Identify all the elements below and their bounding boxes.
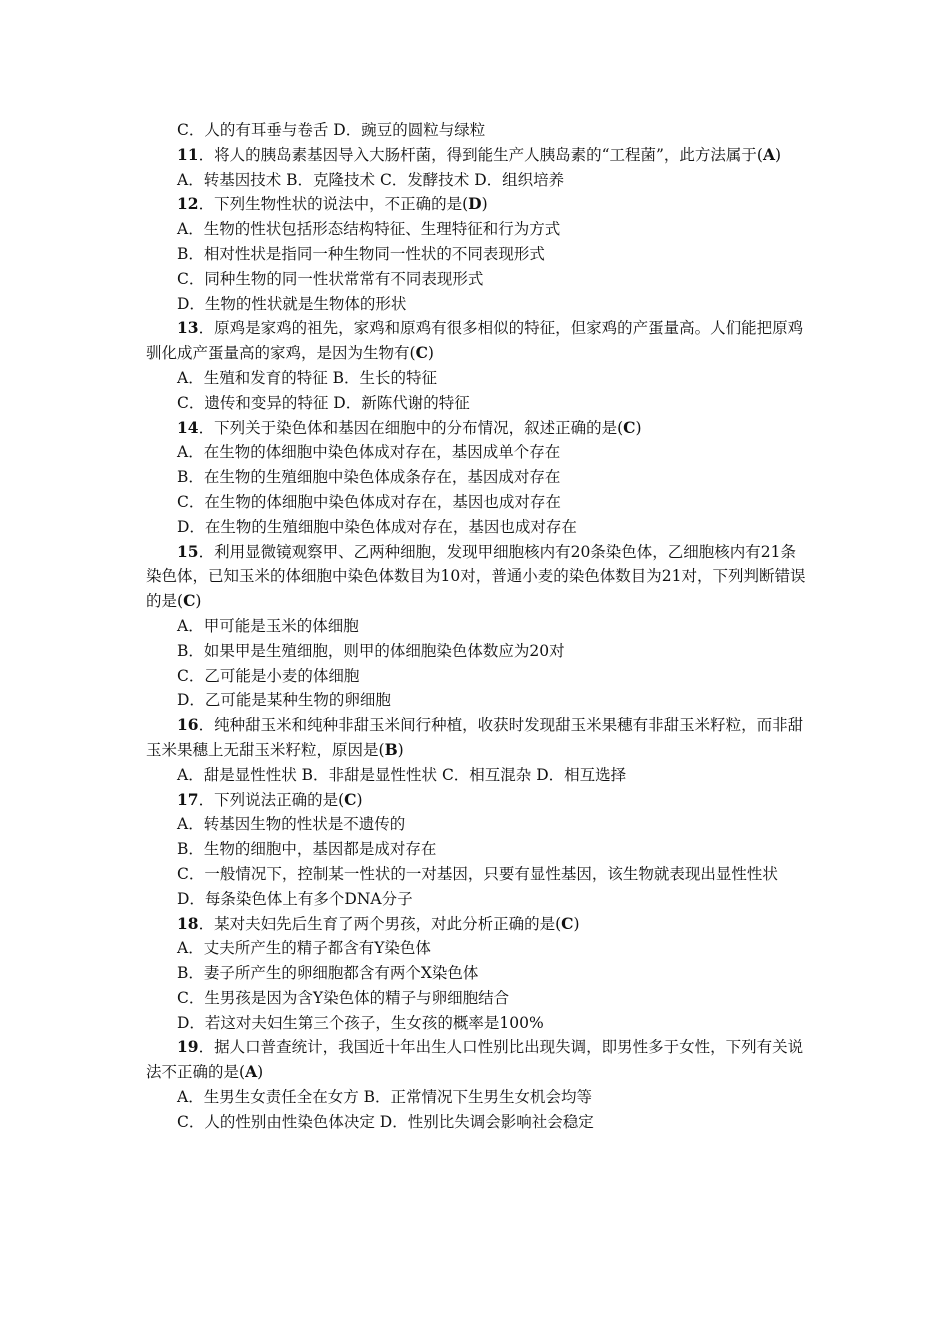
option-line: D．每条染色体上有多个DNA分子 bbox=[177, 889, 413, 908]
answer-letter: A bbox=[762, 144, 776, 164]
option-line: A．丈夫所产生的精子都含有Y染色体 bbox=[177, 939, 431, 958]
question-stem: ．下列说法正确的是( bbox=[198, 790, 345, 809]
question-number: 16 bbox=[177, 715, 199, 735]
answer-letter: C bbox=[344, 789, 357, 809]
question-number: 19 bbox=[177, 1037, 199, 1057]
answer-letter: A bbox=[245, 1062, 258, 1082]
option-line: A．生物的性状包括形态结构特征、生理特征和行为方式 bbox=[177, 220, 561, 239]
question-14 bbox=[146, 416, 810, 441]
question-stem: ．原鸡是家鸡的祖先，家鸡和原鸡有很多相似的特征，但家鸡的产蛋量高。人们能把原鸡驯化成产蛋量高的家鸡，是因为生物有( bbox=[146, 319, 804, 363]
option-line: B．妻子所产生的卵细胞都含有两个X染色体 bbox=[177, 964, 479, 983]
answer-letter: C bbox=[183, 591, 196, 611]
option-line: C．乙可能是小麦的体细胞 bbox=[177, 666, 360, 685]
bracket-close: ) bbox=[427, 344, 434, 363]
option-line: A．生殖和发育的特征 B．生长的特征 bbox=[177, 368, 438, 387]
option-line: A．转基因生物的性状是不遗传的 bbox=[177, 815, 406, 834]
question-12 bbox=[146, 192, 810, 217]
option-line: C．一般情况下，控制某一性状的一对基因，只要有显性基因，该生物就表现出显性性状 bbox=[177, 864, 778, 883]
option-line: C．遗传和变异的特征 D．新陈代谢的特征 bbox=[177, 393, 470, 412]
option-line: C．人的性别由性染色体决定 D．性别比失调会影响社会稳定 bbox=[177, 1112, 594, 1131]
question-number: 12 bbox=[177, 194, 199, 214]
option-line: A．甜是显性性状 B．非甜是显性性状 C．相互混杂 D．相互选择 bbox=[177, 765, 627, 784]
question-number: 15 bbox=[177, 541, 199, 561]
question-number: 17 bbox=[177, 789, 199, 809]
option-line: D．生物的性状就是生物体的形状 bbox=[177, 294, 407, 313]
question-18 bbox=[146, 912, 810, 937]
option-line: D．乙可能是某种生物的卵细胞 bbox=[177, 691, 391, 710]
question-19 bbox=[115, 1035, 810, 1085]
option-line: A．在生物的体细胞中染色体成对存在，基因成单个存在 bbox=[177, 443, 561, 462]
option-line: B．生物的细胞中，基因都是成对存在 bbox=[177, 840, 437, 859]
question-stem: ．某对夫妇先后生育了两个男孩，对此分析正确的是( bbox=[198, 914, 562, 933]
option-line: B．相对性状是指同一种生物同一性状的不同表现形式 bbox=[177, 244, 545, 263]
question-number: 14 bbox=[177, 417, 199, 437]
question-number: 11 bbox=[177, 144, 199, 164]
option-line: A．生男生女责任全在女方 B．正常情况下生男生女机会均等 bbox=[177, 1088, 593, 1107]
question-stem: ．将人的胰岛素基因导入大肠杆菌，得到能生产人胰岛素的“工程菌”，此方法属于( bbox=[198, 145, 763, 164]
bracket-close: ) bbox=[257, 1063, 264, 1082]
answer-letter: C bbox=[415, 343, 428, 363]
question-stem: ．据人口普查统计，我国近十年出生人口性别比出现失调，即男性多于女性，下列有关说法不正确的是( bbox=[146, 1038, 804, 1082]
option-line: C．同种生物的同一性状常常有不同表现形式 bbox=[177, 269, 484, 288]
question-stem: ．利用显微镜观察甲、乙两种细胞，发现甲细胞核内有20条染色体，乙细胞核内有21条染色体，已知玉米的体细胞中染色体数目为10对，普通小麦的染色体数目为21对，下列判断错误的是( bbox=[146, 542, 806, 611]
answer-letter: D bbox=[468, 194, 482, 214]
question-number: 13 bbox=[177, 318, 199, 338]
bracket-close: ) bbox=[573, 914, 580, 933]
answer-letter: C bbox=[561, 913, 574, 933]
bracket-close: ) bbox=[775, 145, 782, 164]
bracket-close: ) bbox=[635, 418, 642, 437]
option-line: D．若这对夫妇生第三个孩子，生女孩的概率是100% bbox=[177, 1013, 544, 1032]
question-stem: ．下列关于染色体和基因在细胞中的分布情况，叙述正确的是( bbox=[198, 418, 624, 437]
question-16 bbox=[115, 713, 810, 763]
text-line: C．人的有耳垂与卷舌 D．豌豆的圆粒与绿粒 bbox=[177, 121, 486, 139]
document-page bbox=[146, 118, 810, 1135]
question-stem: ．纯种甜玉米和纯种非甜玉米间行种植，收获时发现甜玉米果穗有非甜玉米籽粒，而非甜玉米果穗上无甜玉米籽粒，原因是( bbox=[146, 716, 804, 759]
bracket-close: ) bbox=[397, 740, 404, 759]
bracket-close: ) bbox=[481, 195, 488, 214]
option-line: B．如果甲是生殖细胞，则甲的体细胞染色体数应为20对 bbox=[177, 641, 565, 660]
option-line: D．在生物的生殖细胞中染色体成对存在，基因也成对存在 bbox=[177, 517, 577, 536]
bracket-close: ) bbox=[356, 790, 363, 809]
option-line: A．甲可能是玉米的体细胞 bbox=[177, 616, 359, 635]
question-stem: ．下列生物性状的说法中，不正确的是( bbox=[198, 195, 469, 214]
option-line: C．在生物的体细胞中染色体成对存在，基因也成对存在 bbox=[177, 492, 561, 511]
option-line: A．转基因技术 B．克隆技术 C．发酵技术 D．组织培养 bbox=[177, 170, 565, 189]
answer-letter: B bbox=[384, 739, 398, 759]
question-number: 18 bbox=[177, 913, 199, 933]
option-line: C．生男孩是因为含Y染色体的精子与卵细胞结合 bbox=[177, 988, 510, 1007]
option-line: B．在生物的生殖细胞中染色体成条存在，基因成对存在 bbox=[177, 468, 561, 487]
question-11 bbox=[146, 143, 810, 168]
question-13 bbox=[115, 316, 810, 366]
bracket-close: ) bbox=[195, 592, 202, 611]
question-15 bbox=[115, 540, 810, 614]
answer-letter: C bbox=[623, 417, 636, 437]
question-17 bbox=[146, 788, 810, 813]
